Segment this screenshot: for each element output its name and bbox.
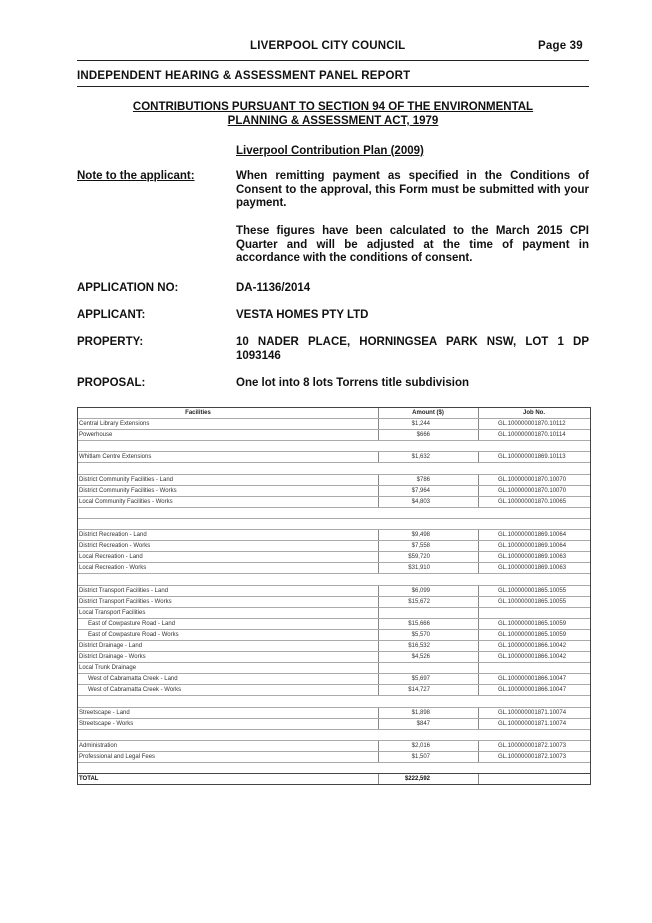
job-number-cell: GL.100000001872.10073 — [498, 742, 567, 749]
job-number-cell: GL.100000001869.10064 — [498, 543, 567, 550]
table-row — [78, 419, 590, 430]
applicant-label: APPLICANT: — [77, 309, 146, 321]
document-title-line1: CONTRIBUTIONS PURSUANT TO SECTION 94 OF THE ENVIRONMENTAL — [132, 101, 534, 113]
header-job-no: Job No. — [523, 410, 545, 416]
facility-cell: Local Transport Facilities — [79, 609, 146, 616]
facility-cell: District Transport Facilities - Land — [79, 587, 169, 594]
document-title-line2: PLANNING & ASSESSMENT ACT, 1979 — [227, 115, 439, 127]
table-row — [78, 475, 590, 486]
table-body — [78, 419, 590, 773]
facility-cell: Local Trunk Drainage — [79, 665, 137, 672]
amount-cell: $7,558 — [411, 543, 430, 550]
council-name: LIVERPOOL CITY COUNCIL — [250, 40, 406, 52]
table-row — [78, 430, 590, 441]
job-number-cell: GL.100000001865.10059 — [498, 631, 567, 638]
amount-cell: $5,570 — [411, 631, 430, 638]
table-row — [78, 597, 590, 608]
table-row — [78, 497, 590, 508]
property-label: PROPERTY: — [77, 336, 144, 348]
table-row — [78, 552, 590, 563]
table-row — [78, 541, 590, 552]
job-number-cell: GL.100000001869.10063 — [498, 554, 567, 561]
job-number-cell: GL.100000001871.10074 — [498, 709, 567, 716]
job-number-cell: GL.100000001866.10042 — [498, 654, 567, 661]
facility-cell: West of Cabramatta Creek - Land — [88, 676, 178, 683]
note-paragraph-1: When remitting payment as specified in the Conditions of Consent to the approval, this Form must be submitted with your payment. — [236, 170, 589, 209]
table-spacer-row — [78, 574, 590, 585]
table-row — [78, 608, 590, 619]
header-facilities: Facilities — [185, 410, 211, 416]
table-row — [78, 741, 590, 752]
header-rule-bottom — [77, 86, 589, 87]
facility-cell: District Transport Facilities - Works — [79, 598, 172, 605]
proposal-value: One lot into 8 lots Torrens title subdivision — [236, 377, 469, 389]
table-row — [78, 752, 590, 763]
facility-cell: District Drainage - Works — [79, 654, 146, 661]
facility-cell: Local Recreation - Works — [79, 565, 147, 572]
facility-cell: Central Library Extensions — [79, 421, 150, 428]
job-number-cell: GL.100000001869.10064 — [498, 532, 567, 539]
job-number-cell: GL.100000001866.10047 — [498, 687, 567, 694]
job-number-cell: GL.100000001866.10042 — [498, 642, 567, 649]
application-value: DA-1136/2014 — [236, 282, 311, 294]
facility-cell: Streetscape - Land — [79, 709, 130, 716]
job-number-cell: GL.100000001871.10074 — [498, 720, 567, 727]
amount-cell: $4,803 — [411, 498, 430, 505]
header-amount: Amount ($) — [412, 410, 444, 416]
facility-cell: West of Cabramatta Creek - Works — [88, 687, 182, 694]
table-row — [78, 652, 590, 663]
table-row — [78, 530, 590, 541]
total-label: TOTAL — [79, 776, 99, 783]
facility-cell: Local Recreation - Land — [79, 554, 143, 561]
amount-cell: $1,244 — [411, 421, 430, 428]
amount-cell: $59,720 — [408, 554, 430, 561]
amount-cell: $4,526 — [411, 654, 430, 661]
page-number: Page 39 — [538, 40, 583, 52]
table-row — [78, 685, 590, 696]
amount-cell: $16,532 — [408, 642, 430, 649]
proposal-label: PROPOSAL: — [77, 377, 146, 389]
job-number-cell: GL.100000001869.10063 — [498, 565, 567, 572]
amount-cell: $14,727 — [408, 687, 430, 694]
table-row — [78, 641, 590, 652]
job-number-cell: GL.100000001870.10065 — [498, 498, 567, 505]
facility-cell: Professional and Legal Fees — [79, 753, 156, 760]
job-number-cell: GL.100000001870.10112 — [498, 421, 566, 428]
table-row — [78, 674, 590, 685]
table-row — [78, 630, 590, 641]
amount-cell: $1,632 — [411, 454, 430, 461]
table-row — [78, 563, 590, 574]
amount-cell: $5,697 — [411, 676, 430, 683]
facility-cell: District Community Facilities - Works — [79, 487, 177, 494]
facility-cell: Administration — [79, 742, 118, 749]
table-spacer-row — [78, 441, 590, 452]
total-amount: $222,592 — [404, 776, 430, 783]
amount-cell: $1,507 — [411, 753, 430, 760]
contribution-plan-text: Liverpool Contribution Plan (2009) — [236, 145, 424, 157]
job-number-cell: GL.100000001865.10055 — [498, 598, 567, 605]
job-number-cell: GL.100000001870.10070 — [498, 476, 567, 483]
table-row — [78, 452, 590, 463]
table-row — [78, 619, 590, 630]
facility-cell: District Recreation - Land — [79, 532, 147, 539]
amount-cell: $31,910 — [408, 565, 430, 572]
table-row — [78, 719, 590, 730]
job-number-cell: GL.100000001870.10114 — [498, 432, 566, 439]
facility-cell: Local Community Facilities - Works — [79, 498, 173, 505]
property-value: 10 NADER PLACE, HORNINGSEA PARK NSW, LOT 1 DP 1093146 — [236, 336, 589, 362]
amount-cell: $15,672 — [408, 598, 430, 605]
facility-cell: Streetscape - Works — [79, 720, 134, 727]
job-number-cell: GL.100000001869.10113 — [498, 454, 566, 461]
job-number-cell: GL.100000001865.10059 — [498, 620, 567, 627]
contribution-plan — [236, 145, 589, 159]
table-total-row — [78, 773, 590, 784]
table-row — [78, 486, 590, 497]
amount-cell: $666 — [416, 432, 430, 439]
table-header-row — [78, 408, 590, 419]
amount-cell: $847 — [416, 720, 430, 727]
amount-cell: $9,498 — [411, 532, 430, 539]
table-spacer-row — [78, 730, 590, 741]
facility-cell: District Recreation - Works — [79, 543, 151, 550]
facility-cell: East of Cowpasture Road - Land — [88, 620, 176, 627]
table-spacer-row — [78, 696, 590, 707]
application-label: APPLICATION NO: — [77, 282, 179, 294]
amount-cell: $7,964 — [411, 487, 430, 494]
table-row — [78, 708, 590, 719]
note-paragraph-2: These figures have been calculated to the March 2015 CPI Quarter and will be adjusted at the time of payment in accordance with the conditions of consent. — [236, 225, 589, 264]
applicant-value: VESTA HOMES PTY LTD — [236, 309, 369, 321]
report-title: INDEPENDENT HEARING & ASSESSMENT PANEL REPORT — [77, 70, 411, 82]
facility-cell: District Drainage - Land — [79, 642, 143, 649]
job-number-cell: GL.100000001870.10070 — [498, 487, 567, 494]
amount-cell: $2,016 — [411, 742, 430, 749]
amount-cell: $786 — [416, 476, 430, 483]
header-rule-top — [77, 60, 589, 61]
amount-cell: $6,099 — [411, 587, 430, 594]
facility-cell: East of Cowpasture Road - Works — [88, 631, 179, 638]
contributions-table — [77, 407, 591, 785]
table-spacer-row — [78, 463, 590, 474]
table-row — [78, 663, 590, 674]
table-spacer-row — [78, 763, 590, 773]
amount-cell: $1,898 — [411, 709, 430, 716]
table-spacer-row — [78, 508, 590, 519]
facility-cell: District Community Facilities - Land — [79, 476, 174, 483]
facility-cell: Powerhouse — [79, 432, 113, 439]
table-row — [78, 586, 590, 597]
job-number-cell: GL.100000001865.10055 — [498, 587, 567, 594]
job-number-cell: GL.100000001872.10073 — [498, 753, 567, 760]
note-label: Note to the applicant: — [77, 170, 195, 182]
facility-cell: Whitlam Centre Extensions — [79, 454, 152, 461]
amount-cell: $15,666 — [408, 620, 430, 627]
job-number-cell: GL.100000001866.10047 — [498, 676, 567, 683]
table-spacer-row — [78, 519, 590, 530]
